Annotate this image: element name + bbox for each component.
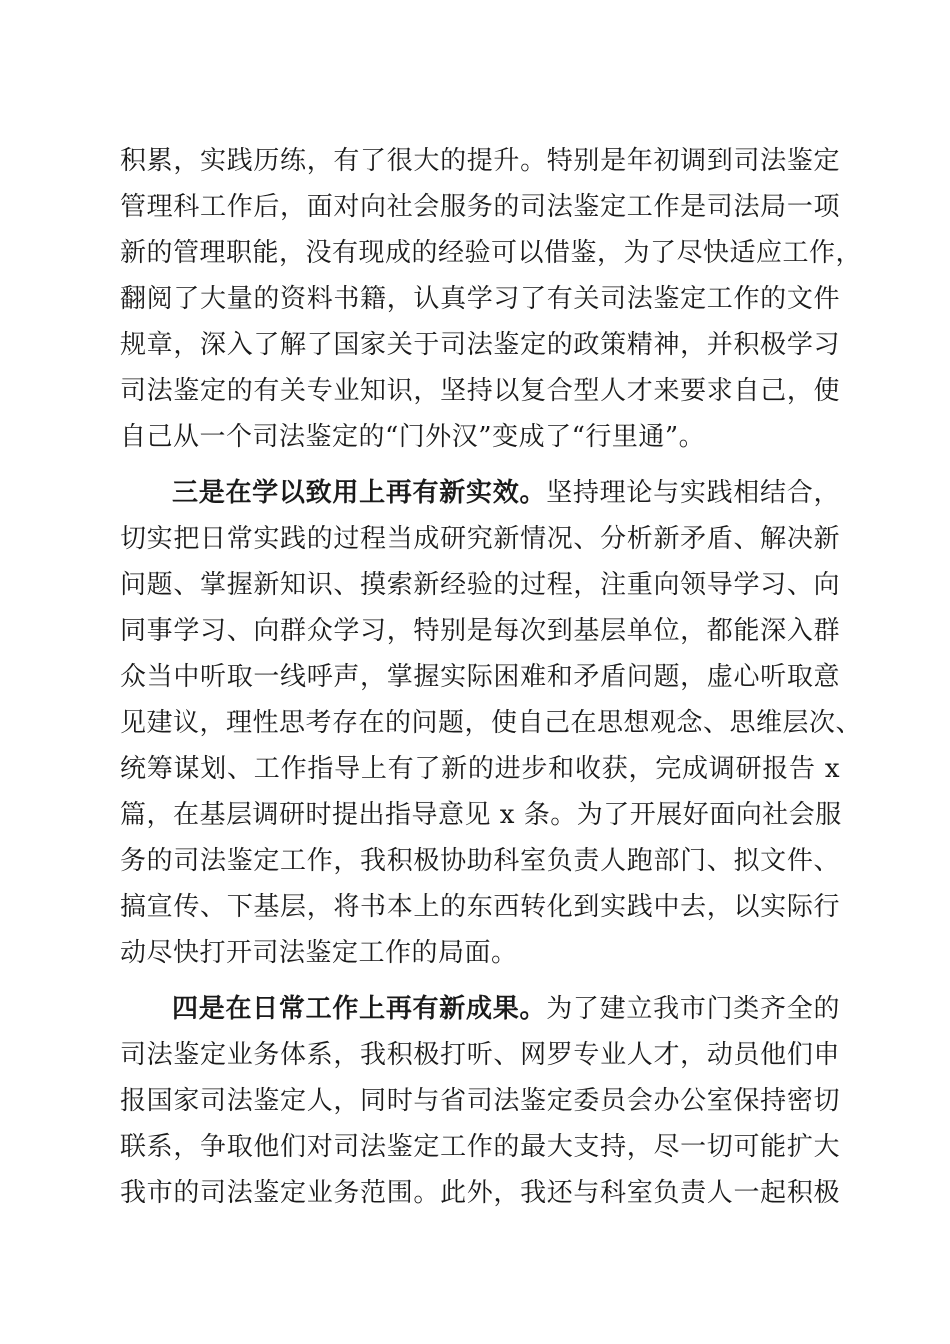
paragraph-first-line <box>120 986 840 1032</box>
text-line: 规章，深入了解了国家关于司法鉴定的政策精神，并积极学习 <box>120 330 840 360</box>
text-line: 司法鉴定的有关专业知识，坚持以复合型人才来要求自己，使 <box>120 376 840 406</box>
text-line: 报国家司法鉴定人，同时与省司法鉴定委员会办公室保持密切 <box>120 1086 840 1116</box>
text-line: 积累，实践历练，有了很大的提升。特别是年初调到司法鉴定 <box>120 146 840 176</box>
paragraph-2 <box>120 470 863 976</box>
text-line: 问题、掌握新知识、摸索新经验的过程，注重向领导学习、向 <box>120 570 840 600</box>
paragraph-1 <box>120 138 863 460</box>
text-line: 司法鉴定业务体系，我积极打听、网罗专业人才，动员他们申 <box>120 1040 840 1070</box>
paragraph-heading: 三是在学以致用上再有新实效。 <box>172 478 547 508</box>
text-line: 统筹谋划、工作指导上有了新的进步和收获，完成调研报告 x <box>120 754 840 784</box>
text-line: 动尽快打开司法鉴定工作的局面。 <box>120 938 518 968</box>
text-line: 众当中听取一线呼声，掌握实际困难和矛盾问题，虚心听取意 <box>120 662 840 692</box>
paragraph-3 <box>120 986 840 1216</box>
text-line: 见建议，理性思考存在的问题，使自己在思想观念、思维层次、 <box>120 708 863 738</box>
text-line: 翻阅了大量的资料书籍，认真学习了有关司法鉴定工作的文件 <box>120 284 840 314</box>
text-line: 新的管理职能，没有现成的经验可以借鉴，为了尽快适应工作， <box>120 238 863 268</box>
text-line: 联系，争取他们对司法鉴定工作的最大支持，尽一切可能扩大 <box>120 1132 840 1162</box>
text-line: 自己从一个司法鉴定的“门外汉”变成了“行里通”。 <box>120 422 706 452</box>
paragraph-lead-text: 为了建立我市门类齐全的 <box>546 994 840 1024</box>
text-line: 务的司法鉴定工作，我积极协助科室负责人跑部门、拟文件、 <box>120 846 840 876</box>
document-body <box>120 138 863 1216</box>
text-line: 管理科工作后，面对向社会服务的司法鉴定工作是司法局一项 <box>120 192 840 222</box>
text-line: 同事学习、向群众学习，特别是每次到基层单位，都能深入群 <box>120 616 840 646</box>
text-line: 我市的司法鉴定业务范围。此外，我还与科室负责人一起积极 <box>120 1178 840 1208</box>
paragraph-heading: 四是在日常工作上再有新成果。 <box>172 994 547 1024</box>
text-line: 篇，在基层调研时提出指导意见 x 条。为了开展好面向社会服 <box>120 800 842 830</box>
paragraph-first-line <box>120 470 840 516</box>
text-line: 切实把日常实践的过程当成研究新情况、分析新矛盾、解决新 <box>120 524 840 554</box>
text-line: 搞宣传、下基层，将书本上的东西转化到实践中去，以实际行 <box>120 892 840 922</box>
paragraph-lead-text: 坚持理论与实践相结合， <box>546 478 840 508</box>
